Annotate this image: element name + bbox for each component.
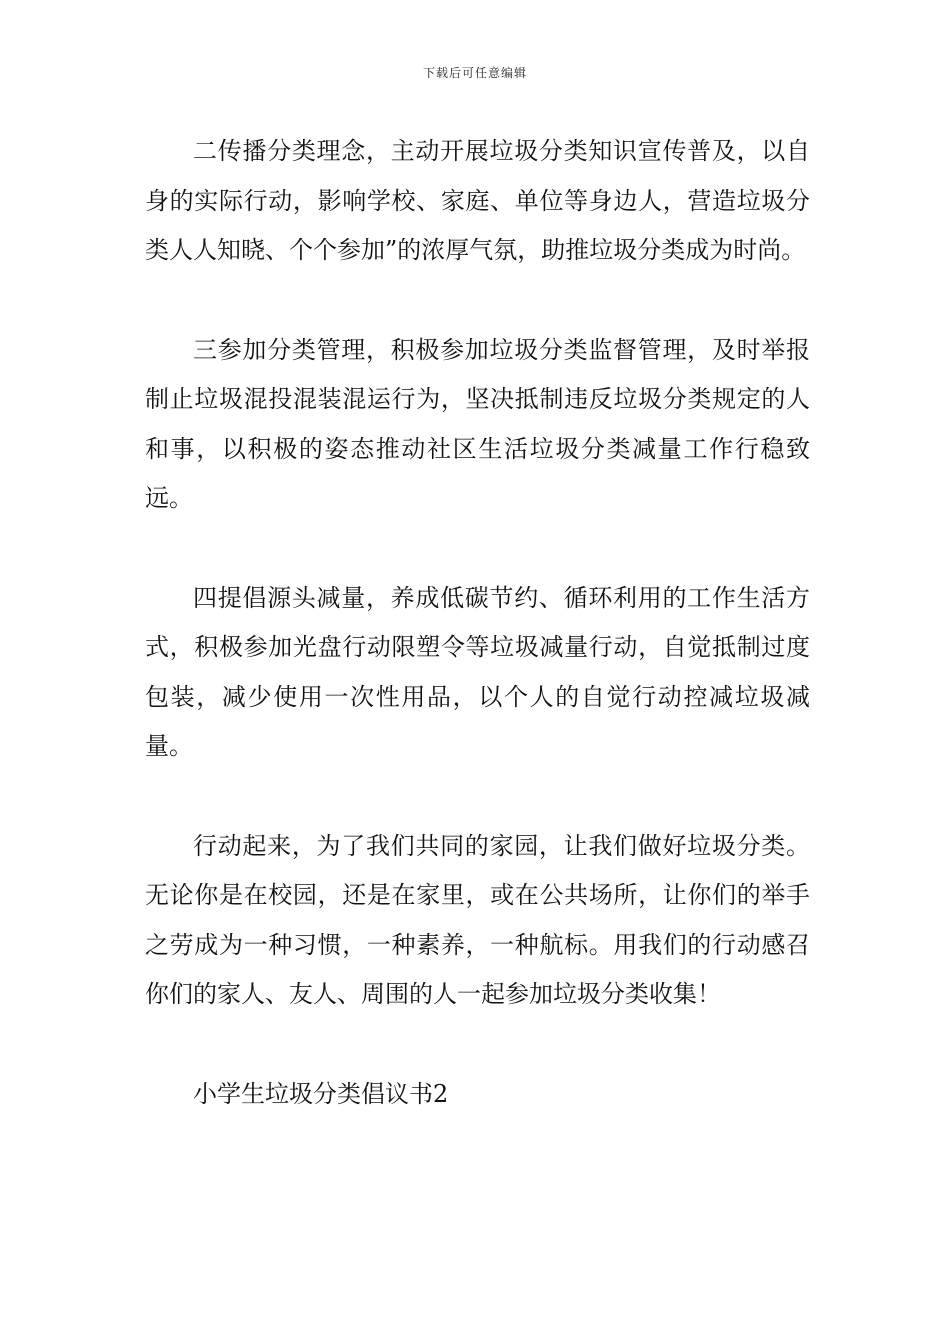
next-document-title: 小学生垃圾分类倡议书2 xyxy=(193,1079,449,1108)
paragraph-call-to-action: 行动起来，为了我们共同的家园，让我们做好垃圾分类。无论你是在校园，还是在家里，或在公共场所，让你们的举手之劳成为一种习惯，一种素养，一种航标。用我们的行动感召你们的家人、友人、周围的人一起参加垃圾分类收集！ xyxy=(145,831,810,1008)
paragraph-source-reduction: 四提倡源头减量，养成低碳节约、循环利用的工作生活方式，积极参加光盘行动限塑令等垃圾减量行动，自觉抵制过度包装，减少使用一次性用品，以个人的自觉行动控减垃圾减量。 xyxy=(145,583,810,760)
document-body xyxy=(145,127,810,1119)
paragraph-participate-management: 三参加分类管理，积极参加垃圾分类监督管理，及时举报制止垃圾混投混装混运行为，坚决抵制违反垃圾分类规定的人和事，以积极的姿态推动社区生活垃圾分类减量工作行稳致远。 xyxy=(145,335,810,512)
header-note: 下载后可任意编辑 xyxy=(422,66,527,80)
paragraph-spread-concept: 二传播分类理念，主动开展垃圾分类知识宣传普及，以自身的实际行动，影响学校、家庭、单位等身边人，营造垃圾分类人人知晓、个个参加”的浓厚气氛，助推垃圾分类成为时尚。 xyxy=(145,137,810,264)
